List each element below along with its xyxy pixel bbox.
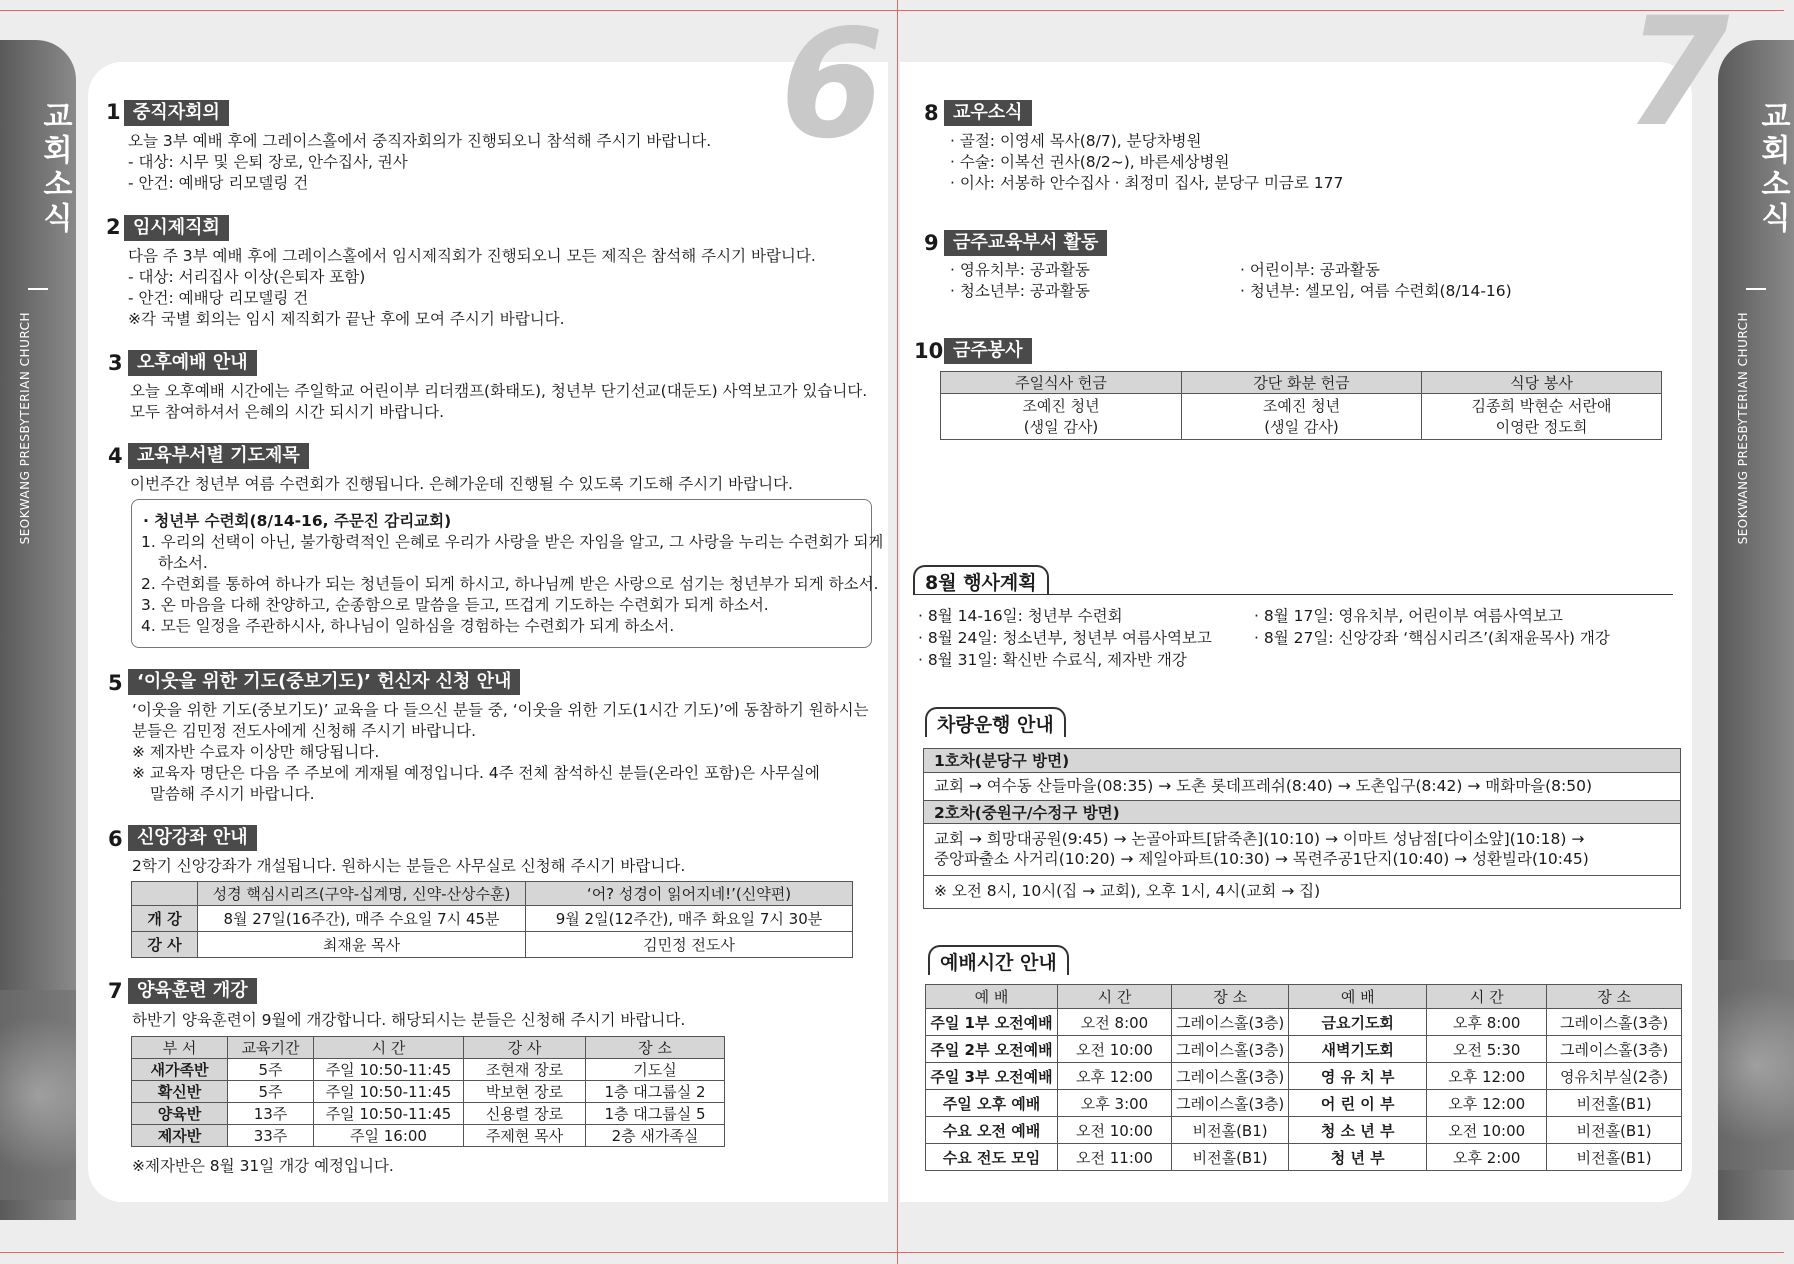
table-cell: 그레이스홀(3층) [1172, 1063, 1289, 1090]
table-row [926, 1090, 1682, 1117]
table-corner [132, 882, 198, 906]
section-title: 신앙강좌 안내 [128, 825, 257, 851]
table-row [132, 1059, 725, 1081]
table-cell: 주제현 목사 [464, 1125, 586, 1147]
cell-line: (생일 감사) [1023, 417, 1099, 436]
row-label: 개 강 [132, 906, 198, 932]
text-line: · 청년부: 셀모임, 여름 수련회(8/14-16) [1240, 282, 1512, 300]
section-title: 양육훈련 개강 [128, 978, 257, 1004]
hands-cross-photo [1718, 960, 1794, 1170]
table-header: 장 소 [1172, 985, 1289, 1009]
table-cell [941, 394, 1182, 440]
table-cell: 오전 10:00 [1058, 1117, 1172, 1144]
table-cell: 어 린 이 부 [1289, 1090, 1427, 1117]
table-cell: 영 유 치 부 [1289, 1063, 1427, 1090]
side-tab-title: 교회소식 [37, 100, 72, 236]
table-cell: 9월 2일(12주간), 매주 화요일 7시 30분 [526, 906, 853, 932]
table-cell: 오후 12:00 [1427, 1090, 1547, 1117]
side-tab-title: 교회소식 [1755, 100, 1790, 236]
text-line: 다음 주 3부 예배 후에 그레이스홀에서 임시제직회가 진행되오니 모든 제직은 참석해 주시기 바랍니다. [128, 247, 816, 265]
table-cell: 1층 대그룹실 2 [586, 1081, 725, 1103]
text-line: · 수술: 이복선 권사(8/2~), 바른세상병원 [950, 153, 1230, 171]
text-line: · 이사: 서봉하 안수집사 · 최정미 집사, 분당구 미금로 177 [950, 174, 1344, 192]
table-cell: 오후 12:00 [1058, 1063, 1172, 1090]
text-line: ※ 제자반 수료자 이상만 해당됩니다. [132, 743, 380, 761]
table-header: 장 소 [1547, 985, 1682, 1009]
section-number: 4 [108, 444, 123, 468]
training-table [131, 1036, 725, 1147]
worship-title: 예배시간 안내 [928, 945, 1069, 975]
lecture-table [131, 881, 853, 958]
table-header: 시 간 [1058, 985, 1172, 1009]
table-cell: 영유치부실(2층) [1547, 1063, 1682, 1090]
table-row [926, 1063, 1682, 1090]
table-cell: 33주 [228, 1125, 314, 1147]
text-line: - 대상: 서리집사 이상(은퇴자 포함) [128, 268, 366, 286]
prayer-item: 1. 우리의 선택이 아닌, 불가항력적인 은혜로 우리가 사랑을 받은 자임을 알고, 그 사랑을 누리는 수련회가 되게 [141, 533, 884, 551]
table-header: 교육기간 [228, 1037, 314, 1059]
table-cell: 조현재 장로 [464, 1059, 586, 1081]
table-header: 부 서 [132, 1037, 228, 1059]
table-cell: 수요 전도 모임 [926, 1144, 1058, 1171]
table-cell: 오전 10:00 [1058, 1036, 1172, 1063]
table-cell: 수요 오전 예배 [926, 1117, 1058, 1144]
table-row [132, 1081, 725, 1103]
table-row [132, 1125, 725, 1147]
section-number: 7 [108, 979, 123, 1003]
bus-divider [924, 875, 1680, 876]
table-cell: 그레이스홀(3층) [1547, 1036, 1682, 1063]
page-number-right: 7 [1625, 0, 1730, 160]
side-tab-divider [1746, 288, 1766, 290]
prayer-item: 3. 온 마음을 다해 찬양하고, 순종함으로 말씀을 듣고, 뜨겁게 기도하는 수련회가 되게 하소서. [141, 596, 769, 614]
worship-table [925, 984, 1682, 1171]
text-line: 이번주간 청년부 여름 수련회가 진행됩니다. 은혜가운데 진행될 수 있도록 기도해 주시기 바랍니다. [130, 475, 793, 493]
section-title: ‘이웃을 위한 기도(중보기도)’ 헌신자 신청 안내 [128, 669, 520, 695]
text-line: ※제자반은 8월 31일 개강 예정입니다. [132, 1157, 394, 1175]
text-line: 모두 참여하셔서 은혜의 시간 되시기 바랍니다. [130, 403, 445, 421]
row-label: 강 사 [132, 932, 198, 958]
page-fold [897, 0, 898, 1264]
table-cell: 오전 5:30 [1427, 1036, 1547, 1063]
table-cell: 청 소 년 부 [1289, 1117, 1427, 1144]
table-row [132, 1103, 725, 1125]
text-line: 2학기 신앙강좌가 개설됩니다. 원하시는 분들은 사무실로 신청해 주시기 바랍니다. [132, 857, 686, 875]
table-header: 강 사 [464, 1037, 586, 1059]
text-line: 오늘 3부 예배 후에 그레이스홀에서 중직자회의가 진행되오니 참석해 주시기 바랍니다. [128, 132, 712, 150]
table-cell [1182, 394, 1422, 440]
side-tab-subtitle: SEOKWANG PRESBYTERIAN CHURCH [18, 312, 32, 545]
text-line: · 청소년부: 공과활동 [950, 282, 1090, 300]
table-header: 예 배 [926, 985, 1058, 1009]
table-cell: 청 년 부 [1289, 1144, 1427, 1171]
section-number: 8 [924, 101, 939, 125]
table-cell: 비전홀(B1) [1547, 1090, 1682, 1117]
table-cell: 오후 3:00 [1058, 1090, 1172, 1117]
table-row [926, 1036, 1682, 1063]
text-line: - 안건: 예배당 리모델링 건 [128, 289, 309, 307]
section-title: 임시제직회 [124, 215, 229, 241]
side-tab-divider [28, 288, 48, 290]
table-row [926, 1009, 1682, 1036]
table-cell: 그레이스홀(3층) [1172, 1009, 1289, 1036]
text-line: 분들은 김민정 전도사에게 신청해 주시기 바랍니다. [132, 722, 476, 740]
bus-route: 교회 → 희망대공원(9:45) → 논골아파트[닭죽촌](10:10) → 이마트 성남점[다이소앞](10:18) → [934, 830, 1585, 848]
trim-line-top [0, 10, 1784, 11]
text-line: 말씀해 주시기 바랍니다. [150, 785, 315, 803]
section-title: 중직자회의 [124, 100, 229, 126]
bus-title: 차량운행 안내 [925, 707, 1066, 737]
table-cell: 2층 새가족실 [586, 1125, 725, 1147]
table-cell: 주일 3부 오전예배 [926, 1063, 1058, 1090]
table-cell: 그레이스홀(3층) [1172, 1090, 1289, 1117]
section-number: 9 [924, 231, 939, 255]
cell-line: 조예진 청년 [1262, 396, 1341, 415]
table-row [926, 1117, 1682, 1144]
section-title: 금주교육부서 활동 [944, 230, 1107, 256]
table-cell: 주일 오후 예배 [926, 1090, 1058, 1117]
table-cell: 박보현 장로 [464, 1081, 586, 1103]
section-number: 1 [106, 100, 121, 124]
table-cell: 오전 11:00 [1058, 1144, 1172, 1171]
text-line: ※각 국별 회의는 임시 제직회가 끝난 후에 모여 주시기 바랍니다. [128, 310, 565, 328]
section-number: 6 [108, 827, 123, 851]
table-cell: 오후 12:00 [1427, 1063, 1547, 1090]
events-rule [913, 594, 1673, 595]
cell-line: 김종희 박현순 서란애 [1471, 396, 1612, 415]
events-title: 8월 행사계획 [913, 565, 1049, 595]
table-row [926, 1144, 1682, 1171]
table-cell: 비전홀(B1) [1172, 1117, 1289, 1144]
hands-soil-photo [0, 990, 76, 1200]
text-line: ※ 교육자 명단은 다음 주 주보에 게재될 예정입니다. 4주 전체 참석하신 분들(온라인 포함)은 사무실에 [132, 764, 820, 782]
bus-route: 중앙파출소 사거리(10:20) → 제일아파트(10:30) → 목련주공1단지(10:40) → 성환빌라(10:45) [934, 850, 1589, 868]
table-header: 주일식사 헌금 [941, 372, 1182, 394]
prayer-item: 하소서. [158, 554, 208, 572]
cell-line: 조예진 청년 [1022, 396, 1100, 415]
section-number: 3 [108, 351, 123, 375]
section-title: 교우소식 [944, 100, 1032, 126]
table-cell: 그레이스홀(3층) [1172, 1036, 1289, 1063]
table-cell: 비전홀(B1) [1547, 1144, 1682, 1171]
table-cell: 주일 16:00 [314, 1125, 464, 1147]
text-line: · 어린이부: 공과활동 [1240, 261, 1380, 279]
text-line: 하반기 양육훈련이 9월에 개강합니다. 해당되시는 분들은 신청해 주시기 바랍니다. [132, 1011, 686, 1029]
bus-route-header: 1호차(분당구 방면) [924, 749, 1680, 773]
table-cell: 주일 1부 오전예배 [926, 1009, 1058, 1036]
table-cell: 오후 8:00 [1427, 1009, 1547, 1036]
table-header: 시 간 [314, 1037, 464, 1059]
event-item: · 8월 24일: 청소년부, 청년부 여름사역보고 [918, 629, 1212, 647]
section-title: 금주봉사 [944, 338, 1032, 364]
page-number-left: 6 [780, 0, 885, 172]
table-cell: 새벽기도회 [1289, 1036, 1427, 1063]
event-item: · 8월 31일: 확신반 수료식, 제자반 개강 [918, 651, 1187, 669]
section-title: 교육부서별 기도제목 [128, 443, 309, 469]
table-cell: 김민정 전도사 [526, 932, 853, 958]
table-cell: 비전홀(B1) [1547, 1117, 1682, 1144]
table-cell: 신용렬 장로 [464, 1103, 586, 1125]
table-header: ‘어? 성경이 읽어지네!’(신약편) [526, 882, 853, 906]
table-cell: 13주 [228, 1103, 314, 1125]
table-cell: 8월 27일(16주간), 매주 수요일 7시 45분 [198, 906, 526, 932]
section-number: 5 [108, 671, 123, 695]
table-cell: 새가족반 [132, 1059, 228, 1081]
table-header: 시 간 [1427, 985, 1547, 1009]
bus-route: 교회 → 여수동 산들마을(08:35) → 도촌 롯데프레쉬(8:40) → 도촌입구(8:42) → 매화마을(8:50) [934, 777, 1593, 795]
table-cell: 5주 [228, 1059, 314, 1081]
bus-route-header: 2호차(중원구/수정구 방면) [924, 800, 1680, 824]
table-header: 장 소 [586, 1037, 725, 1059]
text-line: ‘이웃을 위한 기도(중보기도)’ 교육을 다 들으신 분들 중, ‘이웃을 위한 기도(1시간 기도)’에 동참하기 원하시는 [132, 701, 869, 719]
table-header: 강단 화분 헌금 [1182, 372, 1422, 394]
table-header: 예 배 [1289, 985, 1427, 1009]
table-cell: 최재윤 목사 [198, 932, 526, 958]
side-tab-subtitle: SEOKWANG PRESBYTERIAN CHURCH [1736, 312, 1750, 545]
service-table [940, 371, 1662, 440]
prayer-box-title: · 청년부 수련회(8/14-16, 주문진 감리교회) [143, 512, 452, 530]
table-header: 성경 핵심시리즈(구약-십계명, 신약-산상수훈) [198, 882, 526, 906]
text-line: · 골절: 이영세 목사(8/7), 분당차병원 [950, 132, 1202, 150]
table-cell: 주일 10:50-11:45 [314, 1059, 464, 1081]
section-number: 10 [914, 339, 944, 363]
bus-note: ※ 오전 8시, 10시(집 → 교회), 오후 1시, 4시(교회 → 집) [934, 882, 1321, 900]
table-cell [1422, 394, 1662, 440]
cell-line: (생일 감사) [1264, 417, 1339, 436]
table-cell: 그레이스홀(3층) [1547, 1009, 1682, 1036]
bus-box [923, 748, 1681, 909]
text-line: - 안건: 예배당 리모델링 건 [128, 174, 309, 192]
section-number: 2 [106, 215, 121, 239]
table-cell: 금요기도회 [1289, 1009, 1427, 1036]
text-line: - 대상: 시무 및 은퇴 장로, 안수집사, 권사 [128, 153, 408, 171]
table-cell: 주일 10:50-11:45 [314, 1081, 464, 1103]
prayer-item: 2. 수련회를 통하여 하나가 되는 청년들이 되게 하시고, 하나님께 받은 사랑으로 섬기는 청년부가 되게 하소서. [141, 575, 879, 593]
table-cell: 오후 2:00 [1427, 1144, 1547, 1171]
text-line: · 영유치부: 공과활동 [950, 261, 1090, 279]
trim-line-bottom [0, 1252, 1784, 1253]
table-cell: 비전홀(B1) [1172, 1144, 1289, 1171]
table-cell: 1층 대그룹실 5 [586, 1103, 725, 1125]
section-title: 오후예배 안내 [128, 350, 257, 376]
table-cell: 오전 8:00 [1058, 1009, 1172, 1036]
event-item: · 8월 27일: 신앙강좌 ‘핵심시리즈’(최재윤목사) 개강 [1254, 629, 1610, 647]
event-item: · 8월 17일: 영유치부, 어린이부 여름사역보고 [1254, 607, 1563, 625]
event-item: · 8월 14-16일: 청년부 수련회 [918, 607, 1123, 625]
table-cell: 5주 [228, 1081, 314, 1103]
table-cell: 확신반 [132, 1081, 228, 1103]
table-cell: 주일 10:50-11:45 [314, 1103, 464, 1125]
table-cell: 기도실 [586, 1059, 725, 1081]
text-line: 오늘 오후예배 시간에는 주일학교 어린이부 리더캠프(화태도), 청년부 단기선교(대둔도) 사역보고가 있습니다. [130, 382, 868, 400]
cell-line: 이영란 정도희 [1495, 417, 1588, 436]
table-cell: 오전 10:00 [1427, 1117, 1547, 1144]
table-cell: 주일 2부 오전예배 [926, 1036, 1058, 1063]
table-cell: 양육반 [132, 1103, 228, 1125]
table-cell: 제자반 [132, 1125, 228, 1147]
prayer-item: 4. 모든 일정을 주관하시사, 하나님이 일하심을 경험하는 수련회가 되게 하소서. [141, 617, 675, 635]
table-header: 식당 봉사 [1422, 372, 1662, 394]
